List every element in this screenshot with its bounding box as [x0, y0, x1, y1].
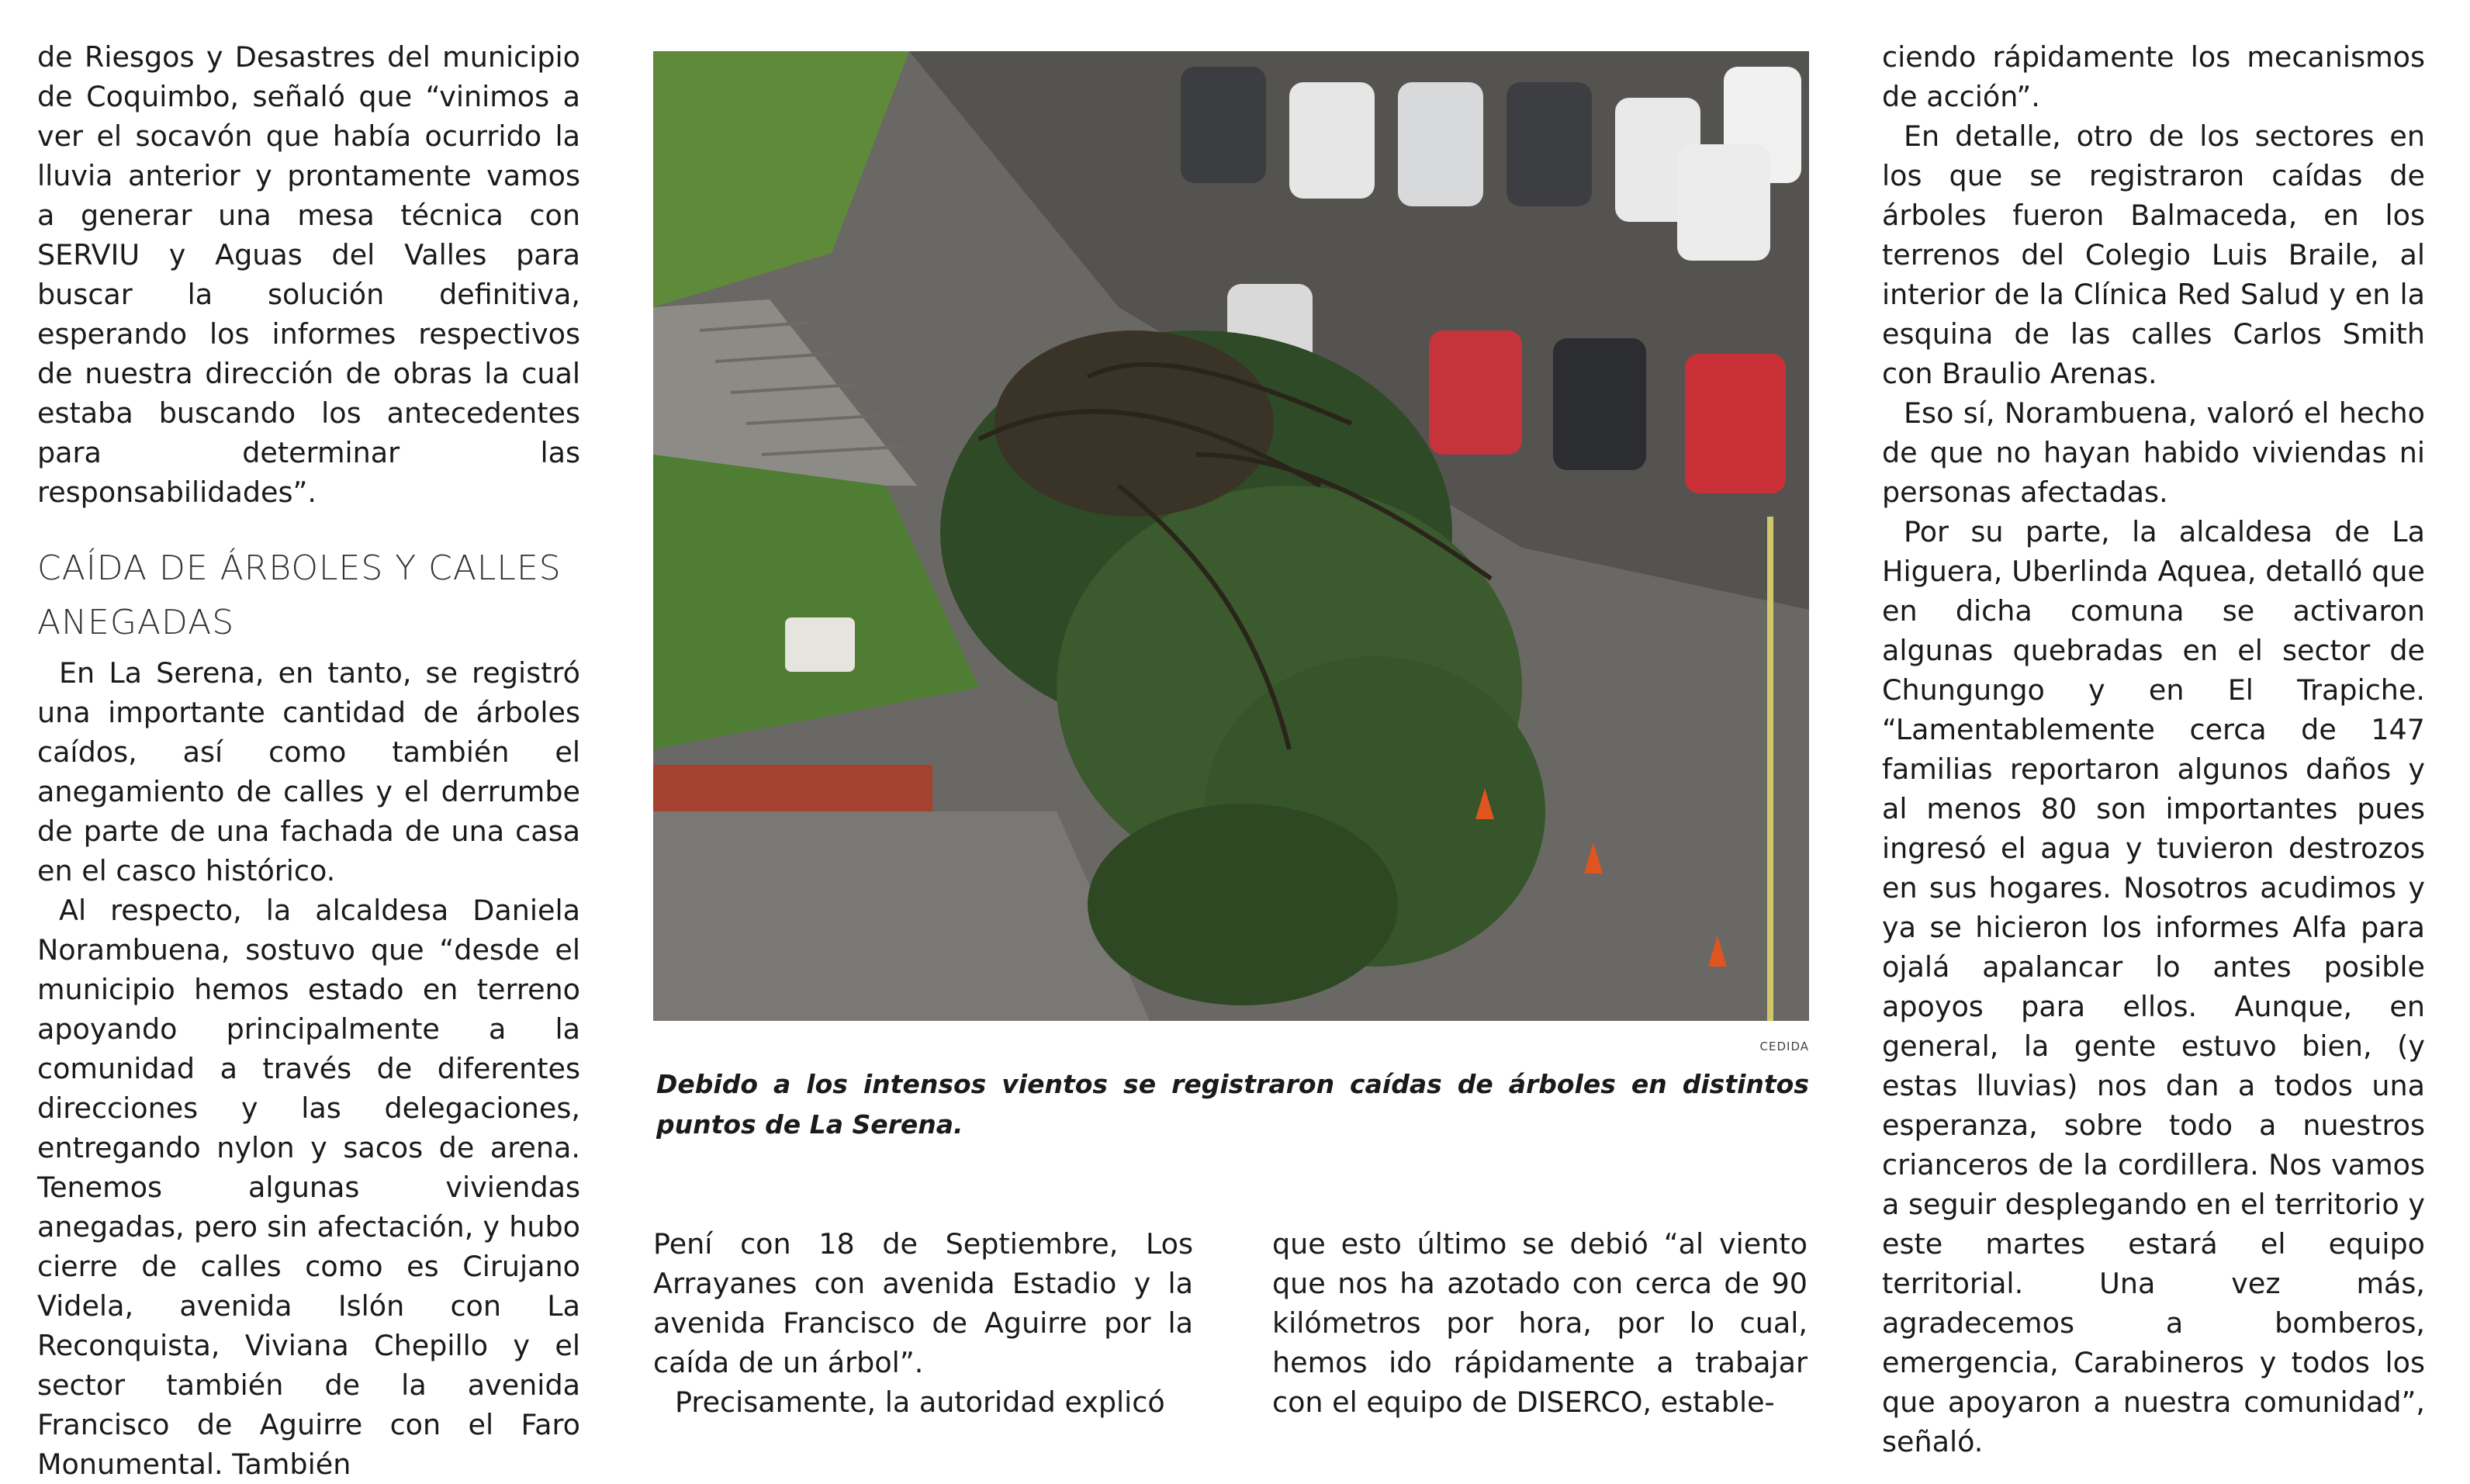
- article-column-4: [1882, 37, 2425, 1462]
- paragraph: Precisamente, la autoridad explicó: [675, 1385, 1165, 1419]
- paragraph: En detalle, otro de los sectores en los que se registraron caídas de árboles fueron Balmaceda, en los terrenos del Colegio Luis Braile, al interior de la Clínica Red Salud y en la esquina de las calles Carlos Smith con Braulio Arenas.: [1882, 119, 2425, 390]
- news-photo-fallen-tree: [653, 51, 1809, 1021]
- paragraph: Pení con 18 de Septiembre, Los Arrayanes con avenida Estadio y la avenida Francisco de Aguirre por la caída de un árbol”.: [653, 1227, 1193, 1379]
- article-column-3: [1272, 1224, 1808, 1422]
- paragraph: Al respecto, la alcaldesa Daniela Norambuena, sostuvo que “desde el municipio hemos estado en terreno apoyando principalmente a la comunidad a través de diferentes direcciones y las delegaciones, entregando nylon y sacos de arena. Tenemos algunas viviendas anegadas, pero sin afectación, y hubo cierre de calles como es Cirujano Videla, avenida Islón con La Reconquista, Viviana Chepillo y el sector también de la avenida Francisco de Aguirre con el Faro Monumental. También: [37, 894, 580, 1481]
- photo-credit: CEDIDA: [1759, 1039, 1809, 1053]
- article-column-1: [37, 37, 580, 1484]
- photo-caption: Debido a los intensos vientos se registraron caídas de árboles en distintos puntos de La Serena.: [656, 1069, 1809, 1140]
- paragraph: Por su parte, la alcaldesa de La Higuera, Uberlinda Aquea, detalló que en dicha comuna se activaron algunas quebradas en el sector de Chungungo y en El Trapiche. “Lamentablemente cerca de 147 familias reportaron algunos daños y al menos 80 son importantes pues ingresó el agua y tuvieron destrozos en sus hogares. Nosotros acudimos y ya se hicieron los informes Alfa para ojalá apalancar lo antes posible apoyos para ellos. Aunque, en general, la gente estuvo bien, (y estas lluvias) nos dan a todos una esperanza, sobre todo a nuestros crianceros de la cordillera. Nos vamos a seguir desplegando en el territorio y este martes estará el equipo territorial. Una vez más, agradecemos a bomberos, emergencia, Carabineros y todos los que apoyaron a nuestra comunidad”, señaló.: [1882, 515, 2425, 1458]
- section-heading: CAÍDA DE ÁRBOLES Y CALLES ANEGADAS: [37, 548, 562, 642]
- paragraph: que esto último se debió “al viento que nos ha azotado con cerca de 90 kilómetros por hora, por lo cual, hemos ido rápidamente a trabajar con el equipo de DISERCO, estable-: [1272, 1227, 1808, 1419]
- article-column-2: [653, 1224, 1193, 1422]
- paragraph: ciendo rápidamente los mecanismos de acción”.: [1882, 40, 2425, 113]
- paragraph: Eso sí, Norambuena, valoró el hecho de que no hayan habido viviendas ni personas afectadas.: [1882, 396, 2425, 509]
- paragraph: En La Serena, en tanto, se registró una importante cantidad de árboles caídos, así como también el anegamiento de calles y el derrumbe de parte de una fachada de una casa en el casco histórico.: [37, 656, 580, 887]
- paragraph: de Riesgos y Desastres del municipio de Coquimbo, señaló que “vinimos a ver el socavón que había ocurrido la lluvia anterior y prontamente vamos a generar una mesa técnica con SERVIU y Aguas del Valles para buscar la solución definitiva, esperando los informes respectivos de nuestra dirección de obras la cual estaba buscando los antecedentes para determinar las responsabilidades”.: [37, 40, 580, 509]
